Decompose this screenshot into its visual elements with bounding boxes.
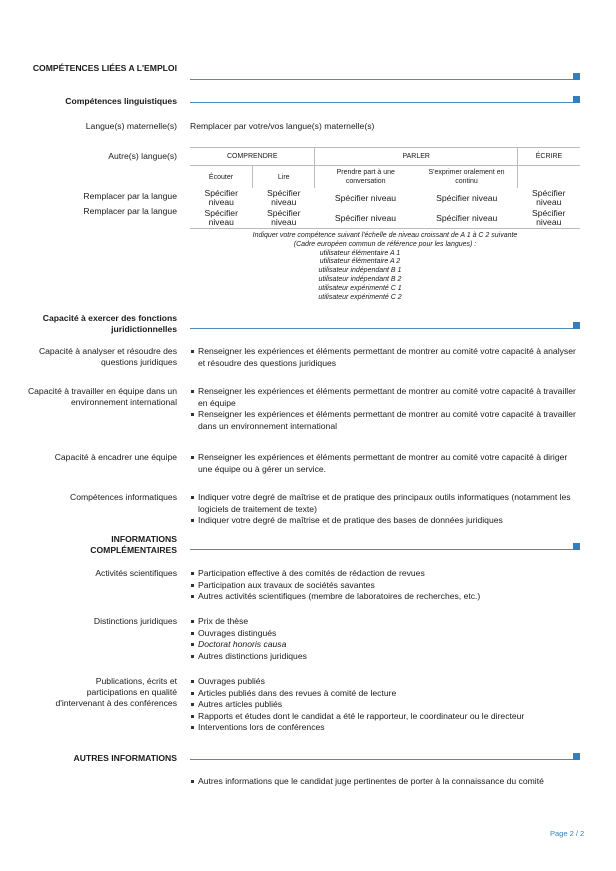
subheader: Écouter: [190, 166, 252, 189]
bullet-list: [190, 452, 580, 475]
bullet-list: [190, 386, 580, 432]
section-marker: [573, 96, 580, 103]
level-cell: Spécifier niveau: [334, 192, 397, 203]
list-item: Participation effective à des comités de rédaction de revues: [190, 568, 580, 580]
section-heading-language: Compétences linguistiques: [65, 96, 177, 106]
section-rule: [190, 79, 574, 80]
subheader: Lire: [252, 166, 314, 189]
section-rule: [190, 549, 574, 550]
subheader: S'exprimer oralement en continu: [416, 166, 517, 189]
header-ecrire: ÉCRIRE: [517, 148, 580, 166]
level-cell: Spécifier niveau: [532, 188, 566, 207]
note-line: Indiquer votre compétence suivant l'échelle de niveau croissant de A 1 à C 2 suivante: [252, 232, 518, 239]
section-marker: [573, 322, 580, 329]
list-item: Indiquer votre degré de maîtrise et de pratique des bases de données juridiques: [190, 515, 580, 527]
language-table: [190, 147, 580, 229]
level-line: utilisateur expérimenté C 2: [318, 293, 402, 301]
header-comprendre: COMPRENDRE: [190, 148, 315, 166]
section-heading-job-skills: COMPÉTENCES LIÉES A L'EMPLOI: [32, 63, 177, 73]
list-item: Ouvrages distingués: [190, 628, 580, 640]
item-label: Distinctions juridiques: [93, 616, 177, 626]
bullet-list: [190, 492, 580, 527]
level-cell: Spécifier niveau: [436, 192, 498, 203]
list-item: Autres distinctions juridiques: [190, 651, 580, 663]
language-level-notes: [190, 232, 580, 302]
section-rule: [190, 102, 574, 103]
item-label: Capacité à encadrer une équipe: [54, 452, 177, 462]
level-cell: Spécifier niveau: [517, 208, 580, 229]
section-heading-other: AUTRES INFORMATIONS: [73, 753, 177, 763]
language-row-label: Remplacer par la langue: [83, 206, 177, 216]
language-row-label: Remplacer par la langue: [83, 191, 177, 201]
list-item: Autres activités scientifiques (membre de laboratoires de recherches, etc.): [190, 591, 580, 603]
section-heading-jurisdictional: Capacité à exercer des fonctions juridictionnelles: [42, 313, 177, 334]
list-item: Interventions lors de conférences: [190, 722, 580, 734]
bullet-list: [190, 346, 580, 369]
list-item: Prix de thèse: [190, 616, 580, 628]
other-languages-label: Autre(s) langue(s): [108, 151, 177, 161]
list-item: Autres informations que le candidat juge pertinentes de porter à la connaissance du comité: [190, 776, 580, 788]
item-label: Compétences informatiques: [70, 492, 177, 502]
bullet-list: [190, 676, 580, 734]
section-marker: [573, 73, 580, 80]
list-item: Indiquer votre degré de maîtrise et de pratique des principaux outils informatiques (notamment les logiciels de traitement de texte): [190, 492, 580, 515]
level-cell: Spécifier niveau: [252, 208, 314, 229]
list-item: Renseigner les expériences et éléments permettant de montrer au comité votre capacité à travailler dans un environnement international: [190, 409, 580, 432]
bullet-list: [190, 616, 580, 662]
item-label: Capacité à travailler en équipe dans un environnement international: [27, 386, 177, 407]
level-cell: Spécifier niveau: [315, 208, 416, 229]
level-cell: Spécifier niveau: [204, 188, 238, 207]
section-marker: [573, 753, 580, 760]
mother-tongue-value: Remplacer par votre/vos langue(s) maternelle(s): [190, 121, 375, 131]
list-item: Autres articles publiés: [190, 699, 580, 711]
section-heading-additional: INFORMATIONS COMPLÉMENTAIRES: [90, 534, 177, 555]
level-line: utilisateur indépendant B 2: [318, 275, 402, 283]
level-line: utilisateur indépendant B 1: [318, 267, 402, 275]
subheader: Prendre part à une conversation: [315, 166, 416, 189]
bullet-list: [190, 776, 580, 788]
list-item: Renseigner les expériences et éléments permettant de montrer au comité votre capacité à diriger une équipe ou à gérer un service.: [190, 452, 580, 475]
section-marker: [573, 543, 580, 550]
bullet-list: [190, 568, 580, 603]
list-item: Renseigner les expériences et éléments permettant de montrer au comité votre capacité à travailler en équipe: [190, 386, 580, 409]
note-line: (Cadre européen commun de référence pour les langues) :: [293, 240, 477, 248]
item-label: Capacité à analyser et résoudre des questions juridiques: [38, 346, 177, 367]
list-item: Rapports et études dont le candidat a été le rapporteur, le coordinateur ou le directeur: [190, 711, 580, 723]
level-cell: Spécifier niveau: [190, 208, 252, 229]
item-label: Activités scientifiques: [95, 568, 177, 578]
list-item: Renseigner les expériences et éléments permettant de montrer au comité votre capacité à analyser et résoudre des questions juridiques: [190, 346, 580, 369]
level-line: utilisateur élémentaire A 2: [319, 258, 401, 266]
level-line: utilisateur expérimenté C 1: [318, 284, 402, 292]
list-item: Doctorat honoris causa: [190, 639, 580, 651]
section-rule: [190, 759, 574, 760]
item-label: Publications, écrits et participations en qualité d'intervenant à des conférences: [55, 676, 177, 708]
list-item: Articles publiés dans des revues à comité de lecture: [190, 688, 580, 700]
list-item: Participation aux travaux de sociétés savantes: [190, 580, 580, 592]
level-line: utilisateur élémentaire A 1: [319, 249, 401, 257]
page-number: Page 2 / 2: [550, 829, 585, 838]
mother-tongue-label: Langue(s) maternelle(s): [85, 121, 177, 131]
section-rule: [190, 328, 574, 329]
header-parler: PARLER: [315, 148, 518, 166]
level-cell: Spécifier niveau: [267, 188, 301, 207]
list-item: Ouvrages publiés: [190, 676, 580, 688]
level-cell: Spécifier niveau: [416, 208, 517, 229]
